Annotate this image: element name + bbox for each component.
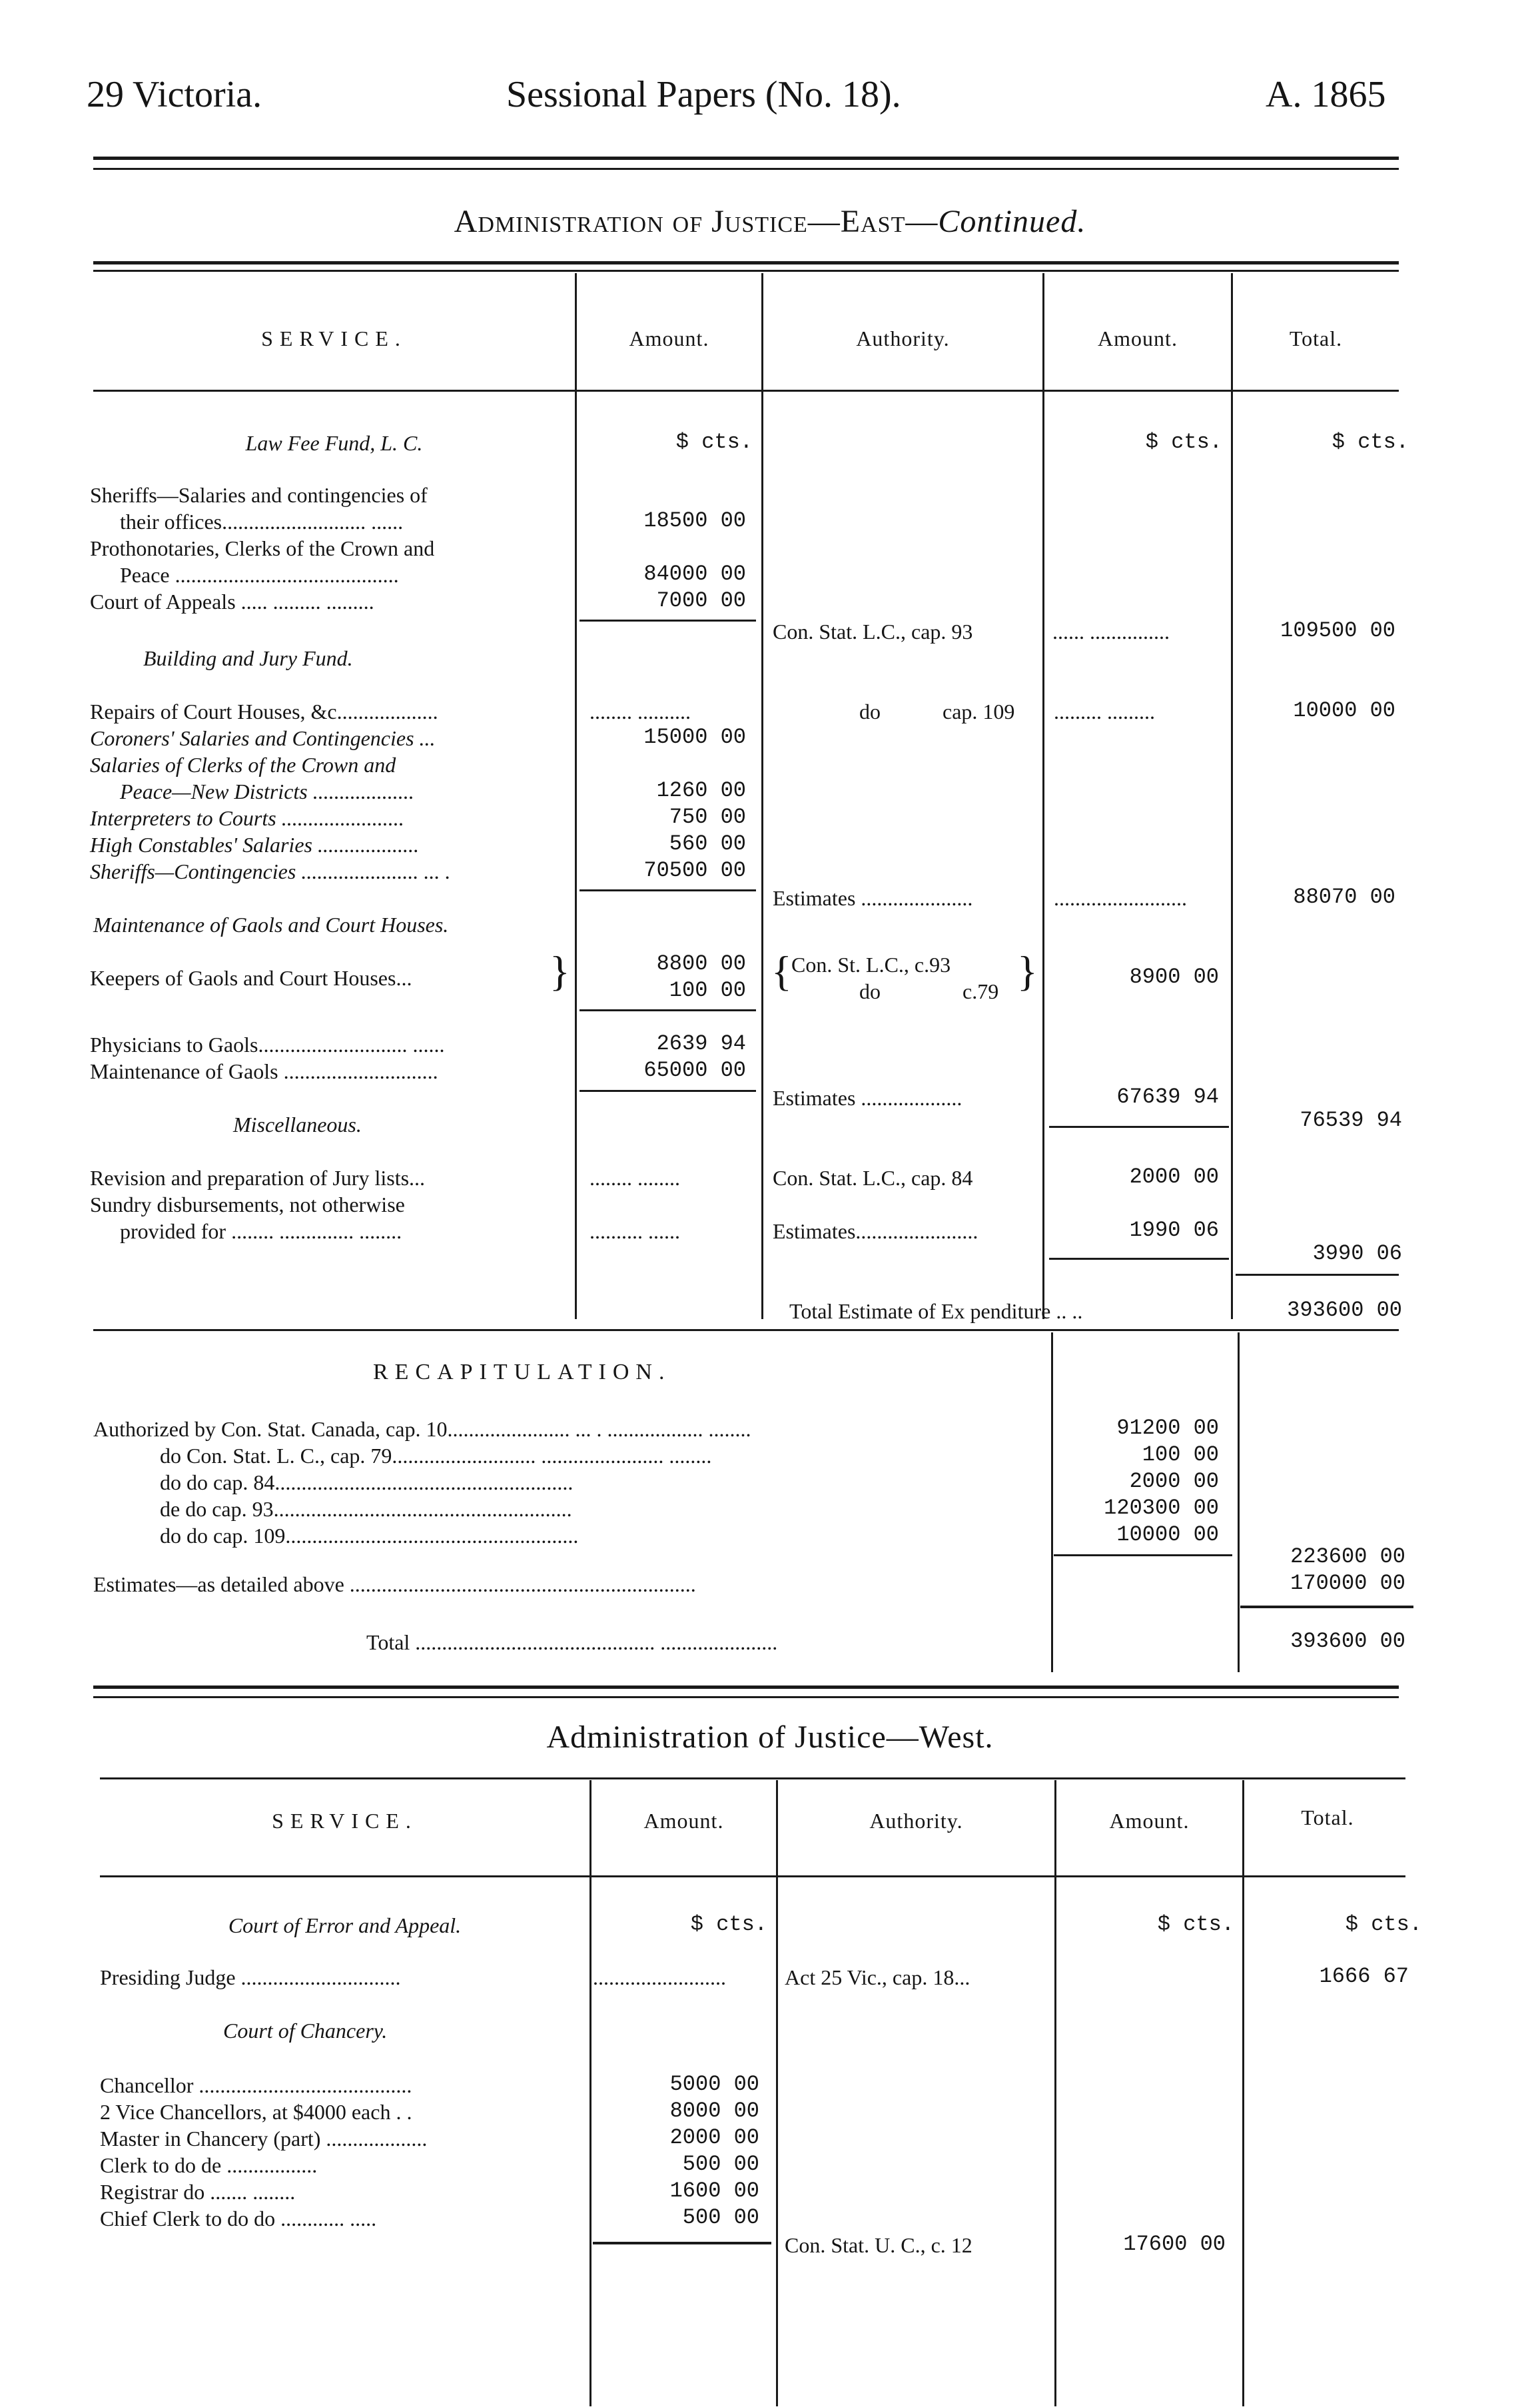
chancery-row-4-label: Clerk to do de ................. (100, 2153, 318, 2177)
auth-c93: Con. St. L.C., c.93 (791, 953, 951, 977)
chancery-authority: Con. Stat. U. C., c. 12 (785, 2233, 972, 2257)
recap-line-2-label: do Con. Stat. L. C., cap. 79........................... ....................... ........ (160, 1444, 712, 1468)
east-col-divider-4 (1231, 273, 1233, 1319)
appeals-amount: 7000 00 (656, 588, 746, 613)
header-double-rule-bottom (93, 168, 1399, 170)
east-subtotal-rule-7 (1236, 1274, 1399, 1276)
proth-amount: 84000 00 (643, 562, 746, 586)
amount-1990: 1990 06 (1129, 1218, 1219, 1242)
presiding-dots: ......................... (593, 1965, 726, 1989)
highconst-amount: 560 00 (669, 831, 746, 856)
chancery-row-2-amount: 8000 00 (669, 2099, 759, 2123)
amount-67639: 67639 94 (1116, 1085, 1219, 1109)
recap-total-rule (1240, 1606, 1413, 1608)
appeals-label: Court of Appeals ..... ......... ......... (90, 590, 374, 614)
east-subtotal-rule-3 (579, 1009, 756, 1011)
west-units-amount2: $ cts. (1157, 1912, 1234, 1937)
auth-cap109-dots: ......... ......... (1054, 700, 1155, 723)
recap-subtotal-rule (1054, 1554, 1232, 1556)
section-separator-rule-1 (93, 1685, 1399, 1689)
header-right: A. 1865 (1266, 74, 1386, 115)
east-section-title (0, 203, 1540, 240)
recap-line-4-label: de do cap. 93........................................................ (160, 1497, 572, 1521)
chancery-subtotal-rule (593, 2242, 771, 2244)
salclerks-amount: 1260 00 (656, 778, 746, 803)
east-table-bottom-rule (93, 1329, 1399, 1331)
recap-col-divider-2 (1238, 1332, 1240, 1672)
sundry-label-1: Sundry disbursements, not otherwise (90, 1193, 405, 1216)
recap-line-4-amount: 120300 00 (1104, 1496, 1219, 1520)
east-units-total: $ cts. (1332, 430, 1409, 454)
header-double-rule-top (93, 157, 1399, 160)
west-units-total: $ cts. (1345, 1912, 1422, 1937)
recap-line-3-amount: 2000 00 (1129, 1469, 1219, 1494)
salclerks-label-1: Salaries of Clerks of the Crown and (90, 753, 396, 777)
west-col-divider-1 (589, 1780, 591, 2406)
total-76539: 76539 94 (1300, 1108, 1402, 1133)
east-col-amount: Amount. (629, 326, 709, 350)
repairs-dots: ........ .......... (589, 700, 691, 723)
recap-line-1-amount: 91200 00 (1116, 1416, 1219, 1440)
chancery-row-3-amount: 2000 00 (669, 2125, 759, 2150)
salclerks-label-2: Peace—New Districts ................... (120, 779, 414, 803)
coroners-amount: 15000 00 (643, 725, 746, 749)
auth-c79: c.79 (962, 979, 999, 1003)
amount-2000: 2000 00 (1129, 1165, 1219, 1189)
total-10000: 10000 00 (1293, 698, 1395, 723)
recap-line-5-amount: 10000 00 (1116, 1522, 1219, 1547)
east-title-rule-2 (93, 270, 1399, 272)
west-col-total: Total. (1301, 1805, 1354, 1829)
auth-cap109-do: do (859, 700, 881, 723)
sheriffs-amount: 18500 00 (643, 508, 746, 533)
recap-line-5-label: do do cap. 109....................................................... (160, 1524, 579, 1548)
east-subtotal-rule-5 (1049, 1126, 1229, 1128)
recap-line-1-label: Authorized by Con. Stat. Canada, cap. 10....................... ... . .................. ........ (93, 1417, 751, 1441)
west-chancery-heading: Court of Chancery. (223, 2019, 388, 2043)
interpreters-amount: 750 00 (669, 805, 746, 829)
east-col-amount2: Amount. (1098, 326, 1178, 350)
total-estimate-label: Total Estimate of Ex penditure .. .. (789, 1299, 1083, 1323)
sundry-label-2: provided for ........ .............. ........ (120, 1219, 402, 1243)
keepers-brace-icon: } (550, 947, 570, 995)
recap-estimates-amount: 170000 00 (1290, 1571, 1405, 1596)
west-section-title: Administration of Justice—West. (546, 1719, 994, 1755)
header-center: Sessional Papers (No. 18). (506, 74, 901, 115)
east-title-prefix: Administration of Justice—East— (454, 204, 939, 239)
proth-label-1: Prothonotaries, Clerks of the Crown and (90, 536, 435, 560)
amount-8900: 8900 00 (1129, 965, 1219, 989)
recap-title: RECAPITULATION. (373, 1360, 671, 1384)
auth-cap84: Con. Stat. L.C., cap. 84 (773, 1166, 973, 1190)
sheriffscont-label: Sheriffs—Contingencies ...................... ... . (90, 859, 451, 883)
total-3990: 3990 06 (1312, 1241, 1402, 1266)
east-building-heading: Building and Jury Fund. (143, 646, 353, 670)
east-col-divider-2 (761, 273, 763, 1319)
sheriffs-label-2: their offices........................... ...... (120, 510, 404, 534)
west-col-amount: Amount. (643, 1809, 724, 1833)
total-393600: 393600 00 (1287, 1298, 1402, 1322)
chancery-row-6-label: Chief Clerk to do do ............ ..... (100, 2206, 377, 2230)
east-law-fee-heading: Law Fee Fund, L. C. (245, 431, 423, 455)
presiding-authority: Act 25 Vic., cap. 18... (785, 1965, 970, 1989)
west-col-divider-2 (776, 1780, 778, 2406)
east-maint-heading: Maintenance of Gaols and Court Houses. (93, 913, 449, 937)
east-col-total: Total. (1289, 326, 1343, 350)
physicians-label: Physicians to Gaols............................ ...... (90, 1033, 445, 1057)
chancery-row-5-label: Registrar do ....... ........ (100, 2180, 296, 2204)
estimates-1-dots: ......................... (1054, 886, 1187, 910)
sheriffscont-amount: 70500 00 (643, 858, 746, 883)
west-col-divider-3 (1054, 1780, 1056, 2406)
recap-line-2-amount: 100 00 (1142, 1442, 1219, 1467)
maint-gaols-amount: 65000 00 (643, 1058, 746, 1083)
east-subtotal-rule-6 (1049, 1258, 1229, 1260)
proth-label-2: Peace .......................................... (120, 563, 399, 587)
recap-line-3-label: do do cap. 84........................................................ (160, 1470, 574, 1494)
chancery-row-2-label: 2 Vice Chancellors, at $4000 each . . (100, 2100, 412, 2124)
recap-subtotal: 223600 00 (1290, 1544, 1405, 1569)
header-left: 29 Victoria. (87, 74, 262, 115)
east-header-rule (93, 390, 1399, 392)
sundry-dots: .......... ...... (589, 1219, 680, 1243)
maint-gaols-label: Maintenance of Gaols ............................. (90, 1059, 438, 1083)
chancery-row-4-amount: 500 00 (682, 2152, 759, 2176)
physicians-amount: 2639 94 (656, 1031, 746, 1056)
keepers-amount-2: 100 00 (669, 978, 746, 1003)
east-units-amount2: $ cts. (1145, 430, 1222, 454)
total-109500: 109500 00 (1280, 618, 1395, 643)
chancery-row-5-amount: 1600 00 (669, 2178, 759, 2203)
auth-c79-do: do (859, 979, 881, 1003)
estimates-3: Estimates....................... (773, 1219, 978, 1243)
west-col-service: SERVICE. (272, 1809, 418, 1833)
west-col-amount2: Amount. (1109, 1809, 1190, 1833)
recap-estimates-label: Estimates—as detailed above ................................................................. (93, 1572, 696, 1596)
chancery-row-3-label: Master in Chancery (part) ................... (100, 2127, 428, 2151)
keepers-label: Keepers of Gaols and Court Houses... (90, 966, 412, 990)
coroners-label: Coroners' Salaries and Contingencies ... (90, 726, 436, 750)
auth-open-brace-icon: { (771, 947, 792, 995)
east-col-authority: Authority. (856, 326, 950, 350)
east-col-divider-3 (1042, 273, 1044, 1319)
presiding-total: 1666 67 (1319, 1964, 1409, 1989)
keepers-amount-1: 8800 00 (656, 951, 746, 976)
presiding-label: Presiding Judge .............................. (100, 1965, 401, 1989)
chancery-row-1-label: Chancellor ........................................ (100, 2073, 412, 2097)
sheriffs-label-1: Sheriffs—Salaries and contingencies of (90, 483, 428, 507)
auth-cap93-dots: ...... ............... (1052, 620, 1170, 644)
auth-cap93: Con. Stat. L.C., cap. 93 (773, 620, 973, 644)
repairs-label: Repairs of Court Houses, &c................... (90, 700, 438, 723)
total-88070: 88070 00 (1293, 885, 1395, 909)
east-col-service: SERVICE. (261, 326, 407, 350)
west-col-authority: Authority. (869, 1809, 963, 1833)
chancery-row-6-amount: 500 00 (682, 2205, 759, 2230)
east-misc-heading: Miscellaneous. (233, 1113, 362, 1137)
interpreters-label: Interpreters to Courts ....................... (90, 806, 404, 830)
east-subtotal-rule-4 (579, 1090, 756, 1092)
revision-label: Revision and preparation of Jury lists... (90, 1166, 426, 1190)
auth-cap109: cap. 109 (943, 700, 1015, 723)
west-error-heading: Court of Error and Appeal. (228, 1913, 462, 1937)
section-separator-rule-2 (93, 1696, 1399, 1698)
revision-dots: ........ ........ (589, 1166, 680, 1190)
highconst-label: High Constables' Salaries ................... (90, 833, 419, 857)
chancery-amount: 17600 00 (1123, 2232, 1226, 2256)
east-subtotal-rule-1 (579, 620, 756, 622)
estimates-1: Estimates ..................... (773, 886, 973, 910)
chancery-row-1-amount: 5000 00 (669, 2072, 759, 2097)
recap-total-label: Total ............................................. ...................... (366, 1630, 778, 1654)
west-col-divider-4 (1242, 1780, 1244, 2406)
east-col-divider-1 (575, 273, 577, 1319)
auth-close-brace-icon: } (1017, 947, 1038, 995)
west-units-amount: $ cts. (690, 1912, 767, 1937)
recap-total-amount: 393600 00 (1290, 1629, 1405, 1654)
east-subtotal-rule-2 (579, 889, 756, 891)
west-title-rule (100, 1777, 1405, 1779)
east-title-suffix: Continued. (938, 204, 1086, 239)
east-units-amount: $ cts. (675, 430, 753, 454)
estimates-2: Estimates ................... (773, 1086, 962, 1110)
east-title-rule-1 (93, 261, 1399, 264)
west-header-rule (100, 1875, 1405, 1877)
